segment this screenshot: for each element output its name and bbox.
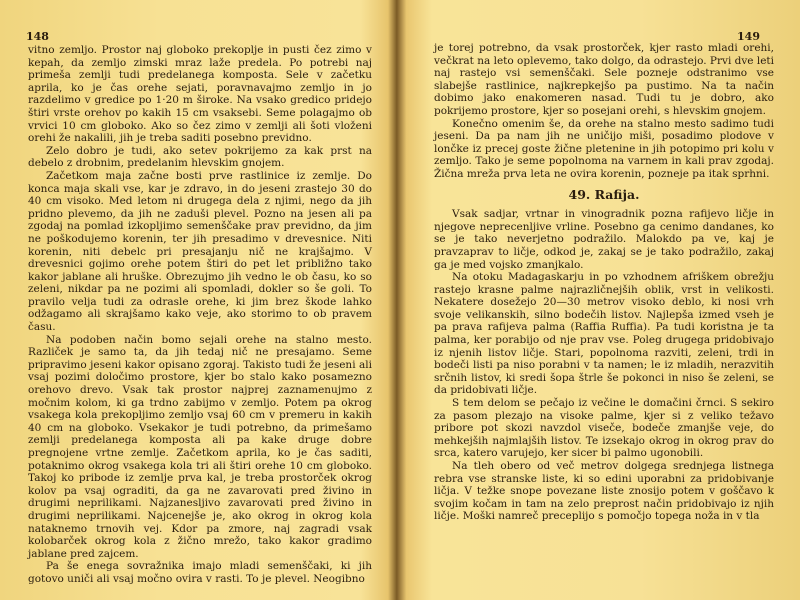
paragraph: Na tleh obero od več metrov dolgega srednjega listnega rebra vse stranske liste, ki so edini uporabni za pridobivanje ličja. V težke snope povezane liste znosijo potem v goščavo k svojim kočam in tam na zelo preprost način pridobivajo iz njih ličje. Moški namreč preceplijo s pomočjo topega noža in v tla (434, 460, 774, 523)
page-number: 148 (26, 30, 49, 43)
page-body (434, 42, 774, 523)
right-page (408, 0, 800, 600)
paragraph: S tem delom se pečajo iz večine le domačini črnci. S sekiro za pasom plezajo na visoke palme, kjer si z veliko težavo pribore pot skozi navzdol viseče, bodeče zmanjše veje, do mehkejših najmlajših listov. Te izsekajo okrog in okrog prav do srca, katero varujejo, ker sicer bi palmo ugonobili. (434, 397, 774, 460)
section-heading: 49. Rafija. (568, 186, 640, 202)
paragraph: Na podoben način bomo sejali orehe na stalno mesto. Različek je samo ta, da jih tedaj nič ne presajamo. Seme pripravimo jeseni kakor opisano zgoraj. Takisto tudi že jeseni ali vsaj pozimi določimo prostore, kjer bo stalo kako posamezno orehovo drevo. Vsak tak prostor najprej zaznamenujmo z močnim kolom, ki ga trdno zabijmo v zemljo. Potem pa okrog vsakega kola prekopljimo zemljo vsaj 60 cm v premeru in kakih 40 cm na globoko. Vsekakor je tudi potrebno, da primešamo zemlji predelanega komposta ali pa kake druge dobre pregnojene vrtne zemlje. Začetkom aprila, ko je čas saditi, potaknimo okrog vsakega kola tri ali štiri orehe 10 cm globoko. Takoj ko pribode iz zemlje prva kal, je treba prostorček okrog kolov pa vsaj ograditi, da ga ne zavarovati pred živino in drugimi neprilikami. Najzanesljivo zavarovati pred živino in drugimi neprilikami. Najcenejše je, ako okrog in okrog kola nataknemo trnovih vej. Kdor pa zmore, naj zagradi vsak kolobarček okrog kola z žično mrežo, tako kakor gradimo jablane pred zajcem. (28, 333, 372, 560)
paragraph: Začetkom maja začne bosti prve rastlinice iz zemlje. Do konca maja skali vse, kar je zdravo, in do jeseni zrastejo 30 do 40 cm visoko. Med letom ni drugega dela z njimi, nego da jih pridno plevemo, da jih ne zaduši plevel. Pozno na jesen ali pa zgodaj na pomlad izkopljimo semenščake prav previdno, da jim ne poškodujemo korenin, ter jih presadimo v drevesnice. Niti korenin, niti debelc pri presajanju nič ne krajšajmo. V drevesnici gojimo orehe potem štiri do pet let približno tako kakor jablane ali hruške. Obrezujmo jih vedno le ob času, ko so zeleni, nikdar pa ne pozimi ali spomladi, dokler so še goli. To pravilo velja tudi za odrasle orehe, ki jim brez škode lahko odžagamo ali skrajšamo kako veje, ako storimo to ob pravem času. (28, 169, 372, 334)
paragraph: Pa še enega sovražnika imajo mladi semenščaki, ki jih gotovo uniči ali vsaj močno ovira v rasti. To je plevel. Neogibno (28, 560, 372, 585)
paragraph: je torej potrebno, da vsak prostorček, kjer rasto mladi orehi, večkrat na leto oplevemo, tako dolgo, da odrastejo. Prvi dve leti naj rastejo vsi semenščaki. Sele pozneje odstranimo vse slabejše rastlinice, najkrepkejšo pa pustimo. Na ta način dobimo jako enakomeren nasad. Tudi tu je dobro, ako pokrijemo prostore, kjer so posejani orehi, s hlevskim gnojem. (434, 42, 774, 117)
left-page (0, 0, 392, 600)
page-number: 149 (737, 30, 760, 43)
page-body (28, 44, 372, 586)
paragraph: Na otoku Madagaskarju in po vzhodnem afriškem obrežju rastejo krasne palme najrazličnejših oblik, vrst in velikosti. Nekatere dosežejo 20—30 metrov visoko deblo, ki nosi vrh svoje velikanskih, silno bodečih listov. Najlepša izmed vseh je pa prava rafijeva palma (Raffia Ruffia). Pa tudi koristna je ta palma, ker porabijo od nje prav vse. Poleg drugega pridobivajo iz njenih listov ličje. Stari, popolnoma razviti, zeleni, trdi in bodeči listi pa niso porabni v ta namen; le iz mladih, nerazvitih srčnih listov, ki sredi šopa štrle še pokonci in niso še zeleni, se da pridobivati ličje. (434, 271, 774, 397)
paragraph: Zelo dobro je tudi, ako setev pokrijemo za kak prst na debelo z drobnim, predelanim hlevskim gnojem. (28, 144, 372, 170)
paragraph: Vsak sadjar, vrtnar in vinogradnik pozna rafijevo ličje in njegove neprecenljive vrline. Posebno ga cenimo dandanes, ko se je tako neverjetno podražilo. Malokdo pa ve, kaj je pravzaprav to ličje, odkod je, zakaj se je tako podražilo, zakaj ga je med vojsko zmanjkalo. (434, 208, 774, 271)
paragraph: vitno zemljo. Prostor naj globoko prekoplje in pusti čez zimo v kepah, da zemljo zimski mraz laže predela. Po potrebi naj primeša zemlji tudi predelanega komposta. Sele v začetku aprila, ko je čas orehe sejati, poravnavajmo zemljo in jo razdelimo v gredice po 1·20 m široke. Na vsako gredico pridejo štiri vrste orehov po kakih 15 cm vsaksebi. Seme polagajmo ob vrvici 10 cm globoko. Ako so čez zimo v zemlji ali šoti vloženi orehi že nakalili, jih je treba saditi posebno previdno. (28, 44, 372, 145)
paragraph: Konečno omenim še, da orehe na stalno mesto sadimo tudi jeseni. Da pa nam jih ne uničijo miši, posadimo plodove v lončke iz precej goste žične pletenine in jih potopimo pri kolu v zemljo. Tako je seme popolnoma na varnem in kali prav zgodaj. Žična mreža prva leta ne ovira korenin, pozneje pa itak sprhni. (434, 117, 774, 180)
